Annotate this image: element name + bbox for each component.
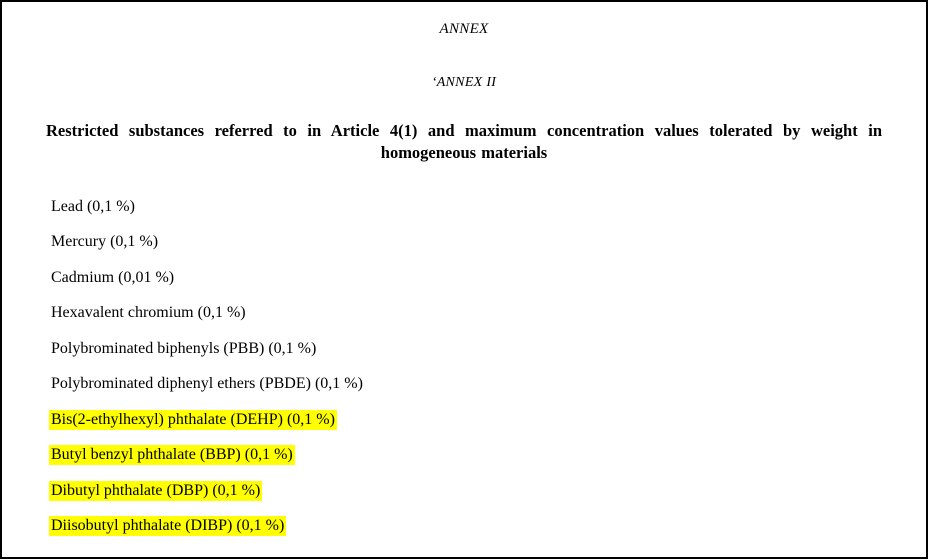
list-item xyxy=(2,341,926,357)
substance-text: Dibutyl phthalate (DBP) (0,1 %) xyxy=(51,481,261,499)
substance-text: Butyl benzyl phthalate (BBP) (0,1 %) xyxy=(51,446,293,464)
restricted-substance-list xyxy=(2,199,926,535)
substance-text: Cadmium (0,01 %) xyxy=(51,268,175,286)
substance-text: Bis(2-ethylhexyl) phthalate (DEHP) (0,1 %) xyxy=(51,410,335,428)
list-item-highlighted xyxy=(2,483,926,499)
list-item xyxy=(2,376,926,392)
list-item xyxy=(2,199,926,215)
list-item-highlighted xyxy=(2,412,926,428)
annex-subtitle: ‘ANNEX II xyxy=(431,75,497,90)
substance-text: Polybrominated biphenyls (PBB) (0,1 %) xyxy=(51,339,317,357)
list-item-highlighted xyxy=(2,447,926,463)
annex-label: ANNEX xyxy=(439,21,489,37)
list-item xyxy=(2,305,926,321)
substance-text: Diisobutyl phthalate (DIBP) (0,1 %) xyxy=(51,517,285,535)
list-item xyxy=(2,270,926,286)
substance-text: Lead (0,1 %) xyxy=(51,197,135,215)
list-item-highlighted xyxy=(2,518,926,534)
page-title: Restricted substances referred to in Article 4(1) and maximum concentration values tolerated by weight in homogeneous materials xyxy=(46,121,882,163)
substance-text: Polybrominated diphenyl ethers (PBDE) (0,1 %) xyxy=(51,375,363,393)
list-item xyxy=(2,234,926,250)
substance-text: Hexavalent chromium (0,1 %) xyxy=(51,304,246,322)
substance-text: Mercury (0,1 %) xyxy=(51,233,159,251)
